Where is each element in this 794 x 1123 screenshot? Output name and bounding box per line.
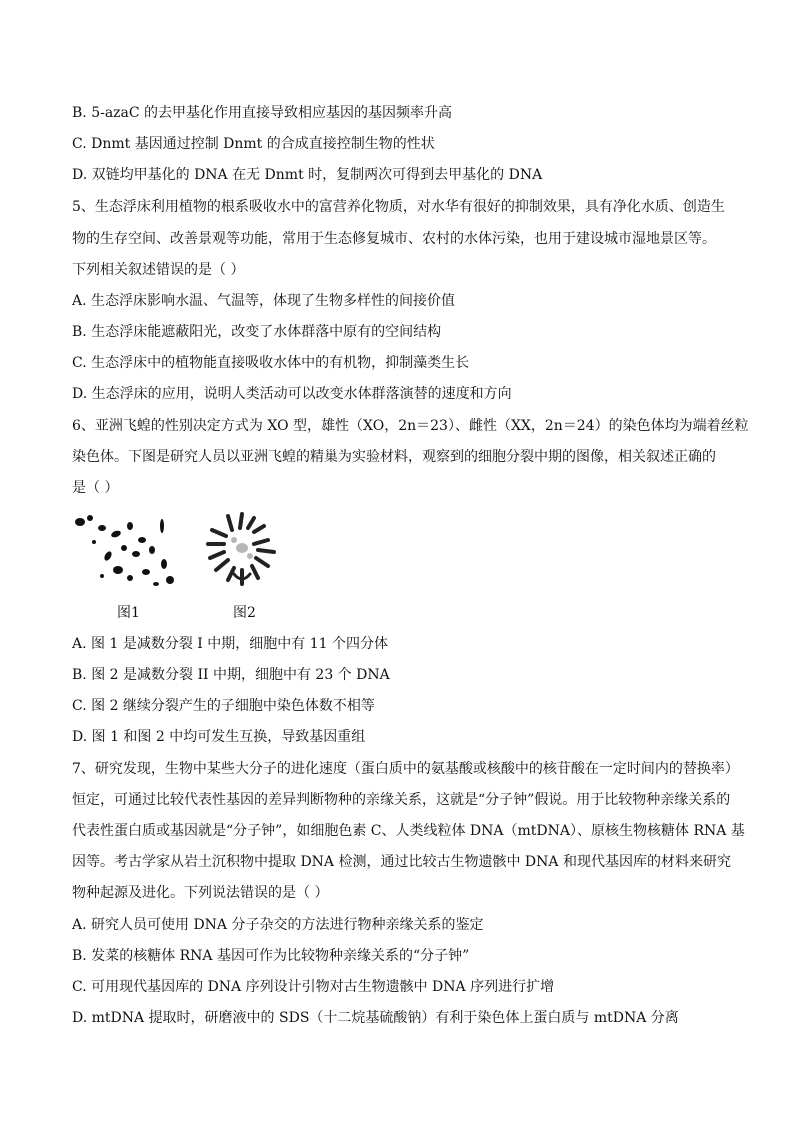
q7-stem-line-1: 7、研究发现，生物中某些大分子的进化速度（蛋白质中的氨基酸或核酸中的核苷酸在一定时间内的替换率） (72, 761, 739, 777)
q5-stem-line-2: 物的生存空间、改善景观等功能，常用于生态修复城市、农村的水体污染，也用于建设城市湿地景区等。 (72, 231, 716, 247)
q5-stem-line-1: 5、生态浮床利用植物的根系吸收水中的富营养化物质，对水华有很好的抑制效果，具有净化水质、创造生 (72, 199, 725, 215)
q6-stem-line-2: 染色体。下图是研究人员以亚洲飞蝗的精巢为实验材料，观察到的细胞分裂中期的图像，相关叙述正确的 (72, 449, 716, 465)
q7-option-b: B. 发菜的核糖体 RNA 基因可作为比较物种亲缘关系的“分子钟” (72, 948, 470, 964)
q7-stem-line-4: 因等。考古学家从岩土沉积物中提取 DNA 检测，通过比较古生物遗骸中 DNA 和现代基因库的材料来研究 (72, 854, 731, 870)
q6-option-b: B. 图 2 是减数分裂 II 中期，细胞中有 23 个 DNA (72, 667, 390, 683)
q7-option-c: C. 可用现代基因库的 DNA 序列设计引物对古生物遗骸中 DNA 序列进行扩增 (72, 979, 555, 995)
q7-stem-line-3: 代表性蛋白质或基因就是“分子钟”，如细胞色素 C、人类线粒体 DNA（mtDNA）、原核生物核糖体 RNA 基 (72, 823, 745, 839)
option-prev-b: B. 5-azaC 的去甲基化作用直接导致相应基因的基因频率升高 (72, 105, 453, 121)
q7-option-d: D. mtDNA 提取时，研磨液中的 SDS（十二烷基硫酸钠）有利于染色体上蛋白质与 mtDNA 分离 (72, 1010, 679, 1026)
q5-option-b: B. 生态浮床能遮蔽阳光，改变了水体群落中原有的空间结构 (72, 324, 442, 340)
option-prev-d: D. 双链均甲基化的 DNA 在无 Dnmt 时，复制两次可得到去甲基化的 DNA (72, 167, 543, 183)
q7-stem-line-5: 物种起源及进化。下列说法错误的是（ ） (72, 885, 329, 901)
figure-2-chromosomes (198, 508, 288, 594)
figure-2-caption: 图2 (233, 605, 256, 621)
q7-stem-line-2: 恒定，可通过比较代表性基因的差异判断物种的亲缘关系，这就是“分子钟”假说。用于比较物种亲缘关系的 (72, 792, 731, 808)
q6-stem-line-1: 6、亚洲飞蝗的性别决定方式为 XO 型，雄性（XO，2n＝23）、雌性（XX，2n＝24）的染色体均为端着丝粒 (72, 418, 749, 434)
q6-option-c: C. 图 2 继续分裂产生的子细胞中染色体数不相等 (72, 698, 375, 714)
option-prev-c: C. Dnmt 基因通过控制 Dnmt 的合成直接控制生物的性状 (72, 136, 435, 152)
figure-1-caption: 图1 (117, 605, 140, 621)
q5-option-a: A. 生态浮床影响水温、气温等，体现了生物多样性的间接价值 (72, 293, 456, 309)
q5-stem-line-3: 下列相关叙述错误的是（ ） (72, 262, 245, 278)
q7-option-a: A. 研究人员可使用 DNA 分子杂交的方法进行物种亲缘关系的鉴定 (72, 917, 484, 933)
q5-option-d: D. 生态浮床的应用，说明人类活动可以改变水体群落演替的速度和方向 (72, 386, 512, 402)
q5-option-c: C. 生态浮床中的植物能直接吸收水体中的有机物，抑制藻类生长 (72, 355, 470, 371)
figure-1-chromosomes (72, 512, 184, 592)
q6-option-d: D. 图 1 和图 2 中均可发生互换，导致基因重组 (72, 729, 366, 745)
q6-option-a: A. 图 1 是减数分裂 I 中期，细胞中有 11 个四分体 (72, 636, 388, 652)
q6-stem-line-3: 是（ ） (72, 480, 119, 496)
